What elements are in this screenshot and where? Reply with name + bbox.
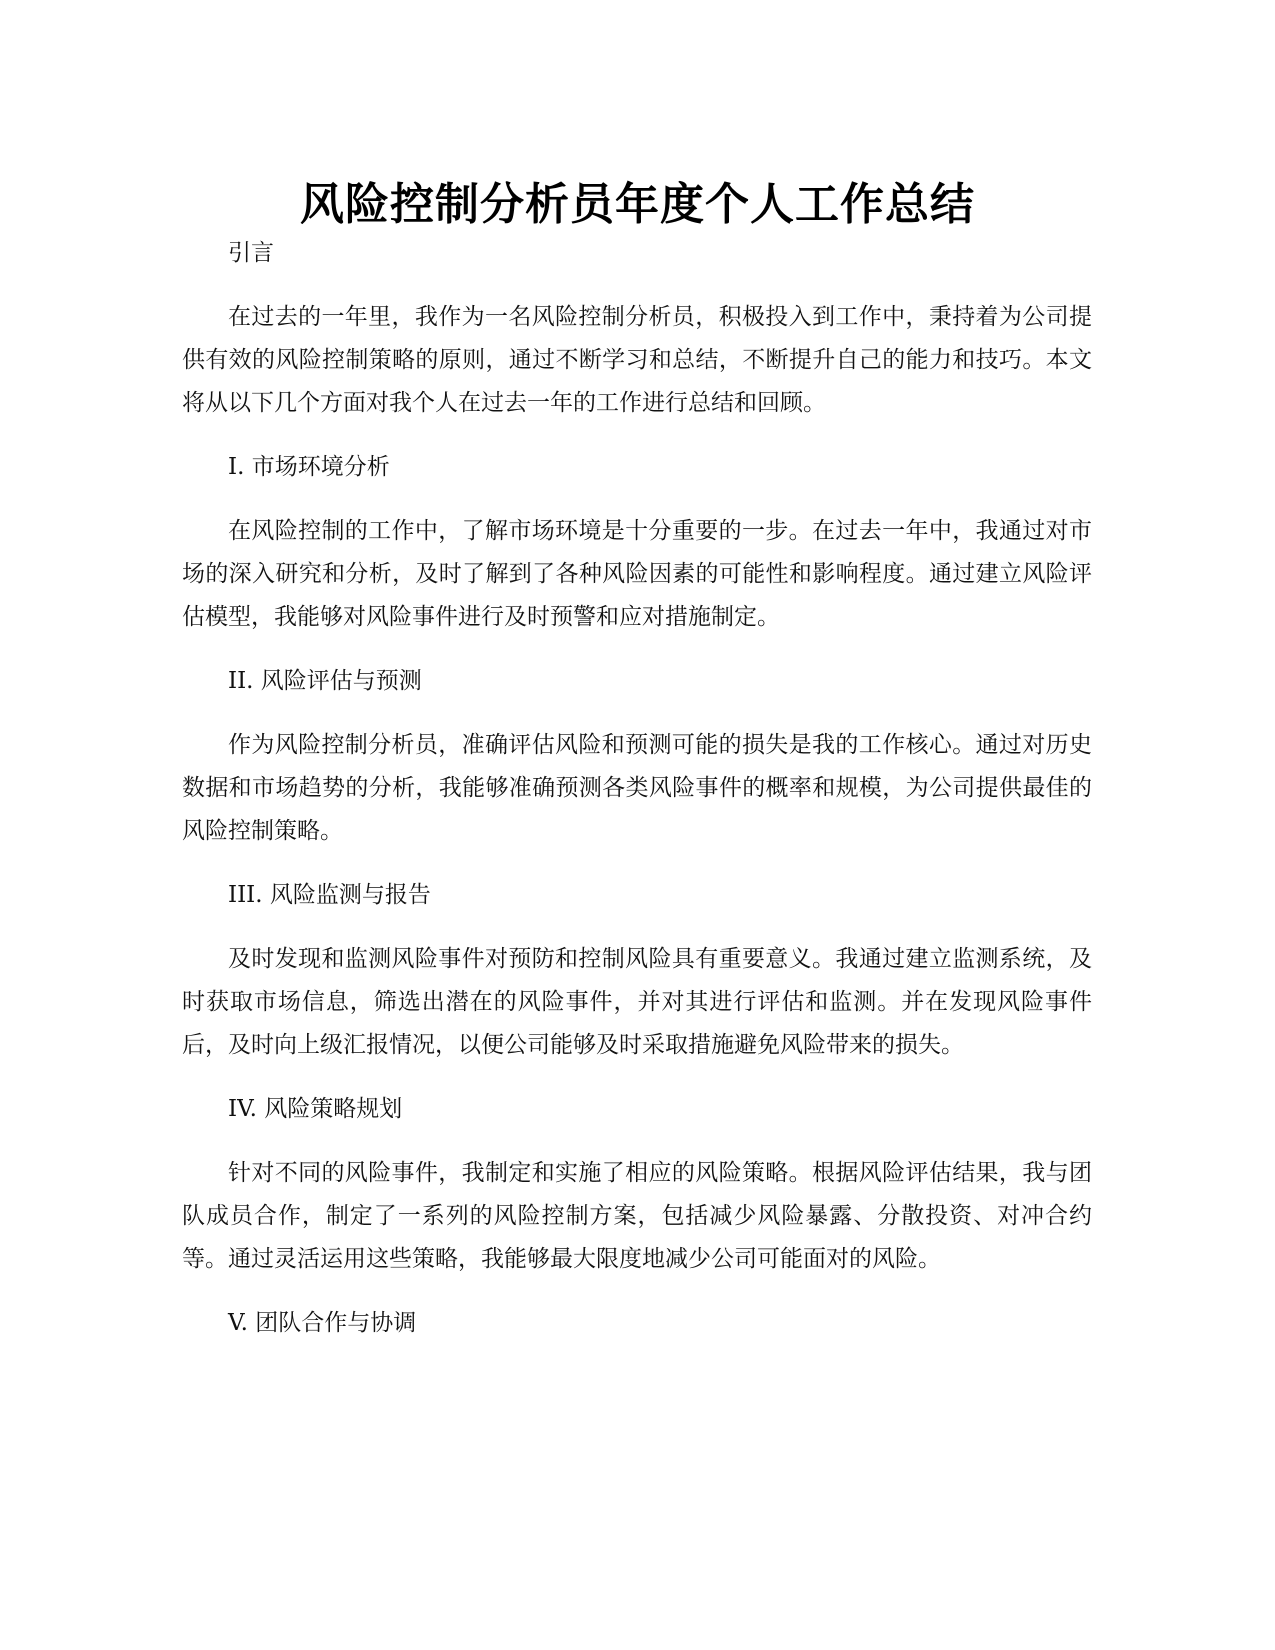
section-heading-strategy-planning: IV. 风险策略规划 [228,1096,403,1122]
document-title: 风险控制分析员年度个人工作总结 [300,179,975,231]
section-heading-market-analysis: I. 市场环境分析 [228,454,390,480]
document-body [182,232,1092,1366]
section-paragraph-risk-assessment: 作为风险控制分析员，准确评估风险和预测可能的损失是我的工作核心。通过对历史数据和市场趋势的分析，我能够准确预测各类风险事件的概率和规模，为公司提供最佳的风险控制策略。 [182,732,1092,844]
section-heading-risk-assessment: II. 风险评估与预测 [228,668,422,694]
section-heading-team-cooperation: V. 团队合作与协调 [228,1310,417,1336]
section-heading-risk-monitoring: III. 风险监测与报告 [228,882,431,908]
section-paragraph-risk-monitoring: 及时发现和监测风险事件对预防和控制风险具有重要意义。我通过建立监测系统，及时获取市场信息，筛选出潜在的风险事件，并对其进行评估和监测。并在发现风险事件后，及时向上级汇报情况，以便公司能够及时采取措施避免风险带来的损失。 [182,946,1092,1058]
section-paragraph-intro: 在过去的一年里，我作为一名风险控制分析员，积极投入到工作中，秉持着为公司提供有效的风险控制策略的原则，通过不断学习和总结，不断提升自己的能力和技巧。本文将从以下几个方面对我个人在过去一年的工作进行总结和回顾。 [182,304,1092,416]
section-paragraph-market-analysis: 在风险控制的工作中，了解市场环境是十分重要的一步。在过去一年中，我通过对市场的深入研究和分析，及时了解到了各种风险因素的可能性和影响程度。通过建立风险评估模型，我能够对风险事件进行及时预警和应对措施制定。 [182,518,1092,630]
section-paragraph-strategy-planning: 针对不同的风险事件，我制定和实施了相应的风险策略。根据风险评估结果，我与团队成员合作，制定了一系列的风险控制方案，包括减少风险暴露、分散投资、对冲合约等。通过灵活运用这些策略，我能够最大限度地减少公司可能面对的风险。 [182,1160,1092,1272]
section-heading-intro: 引言 [228,240,274,266]
